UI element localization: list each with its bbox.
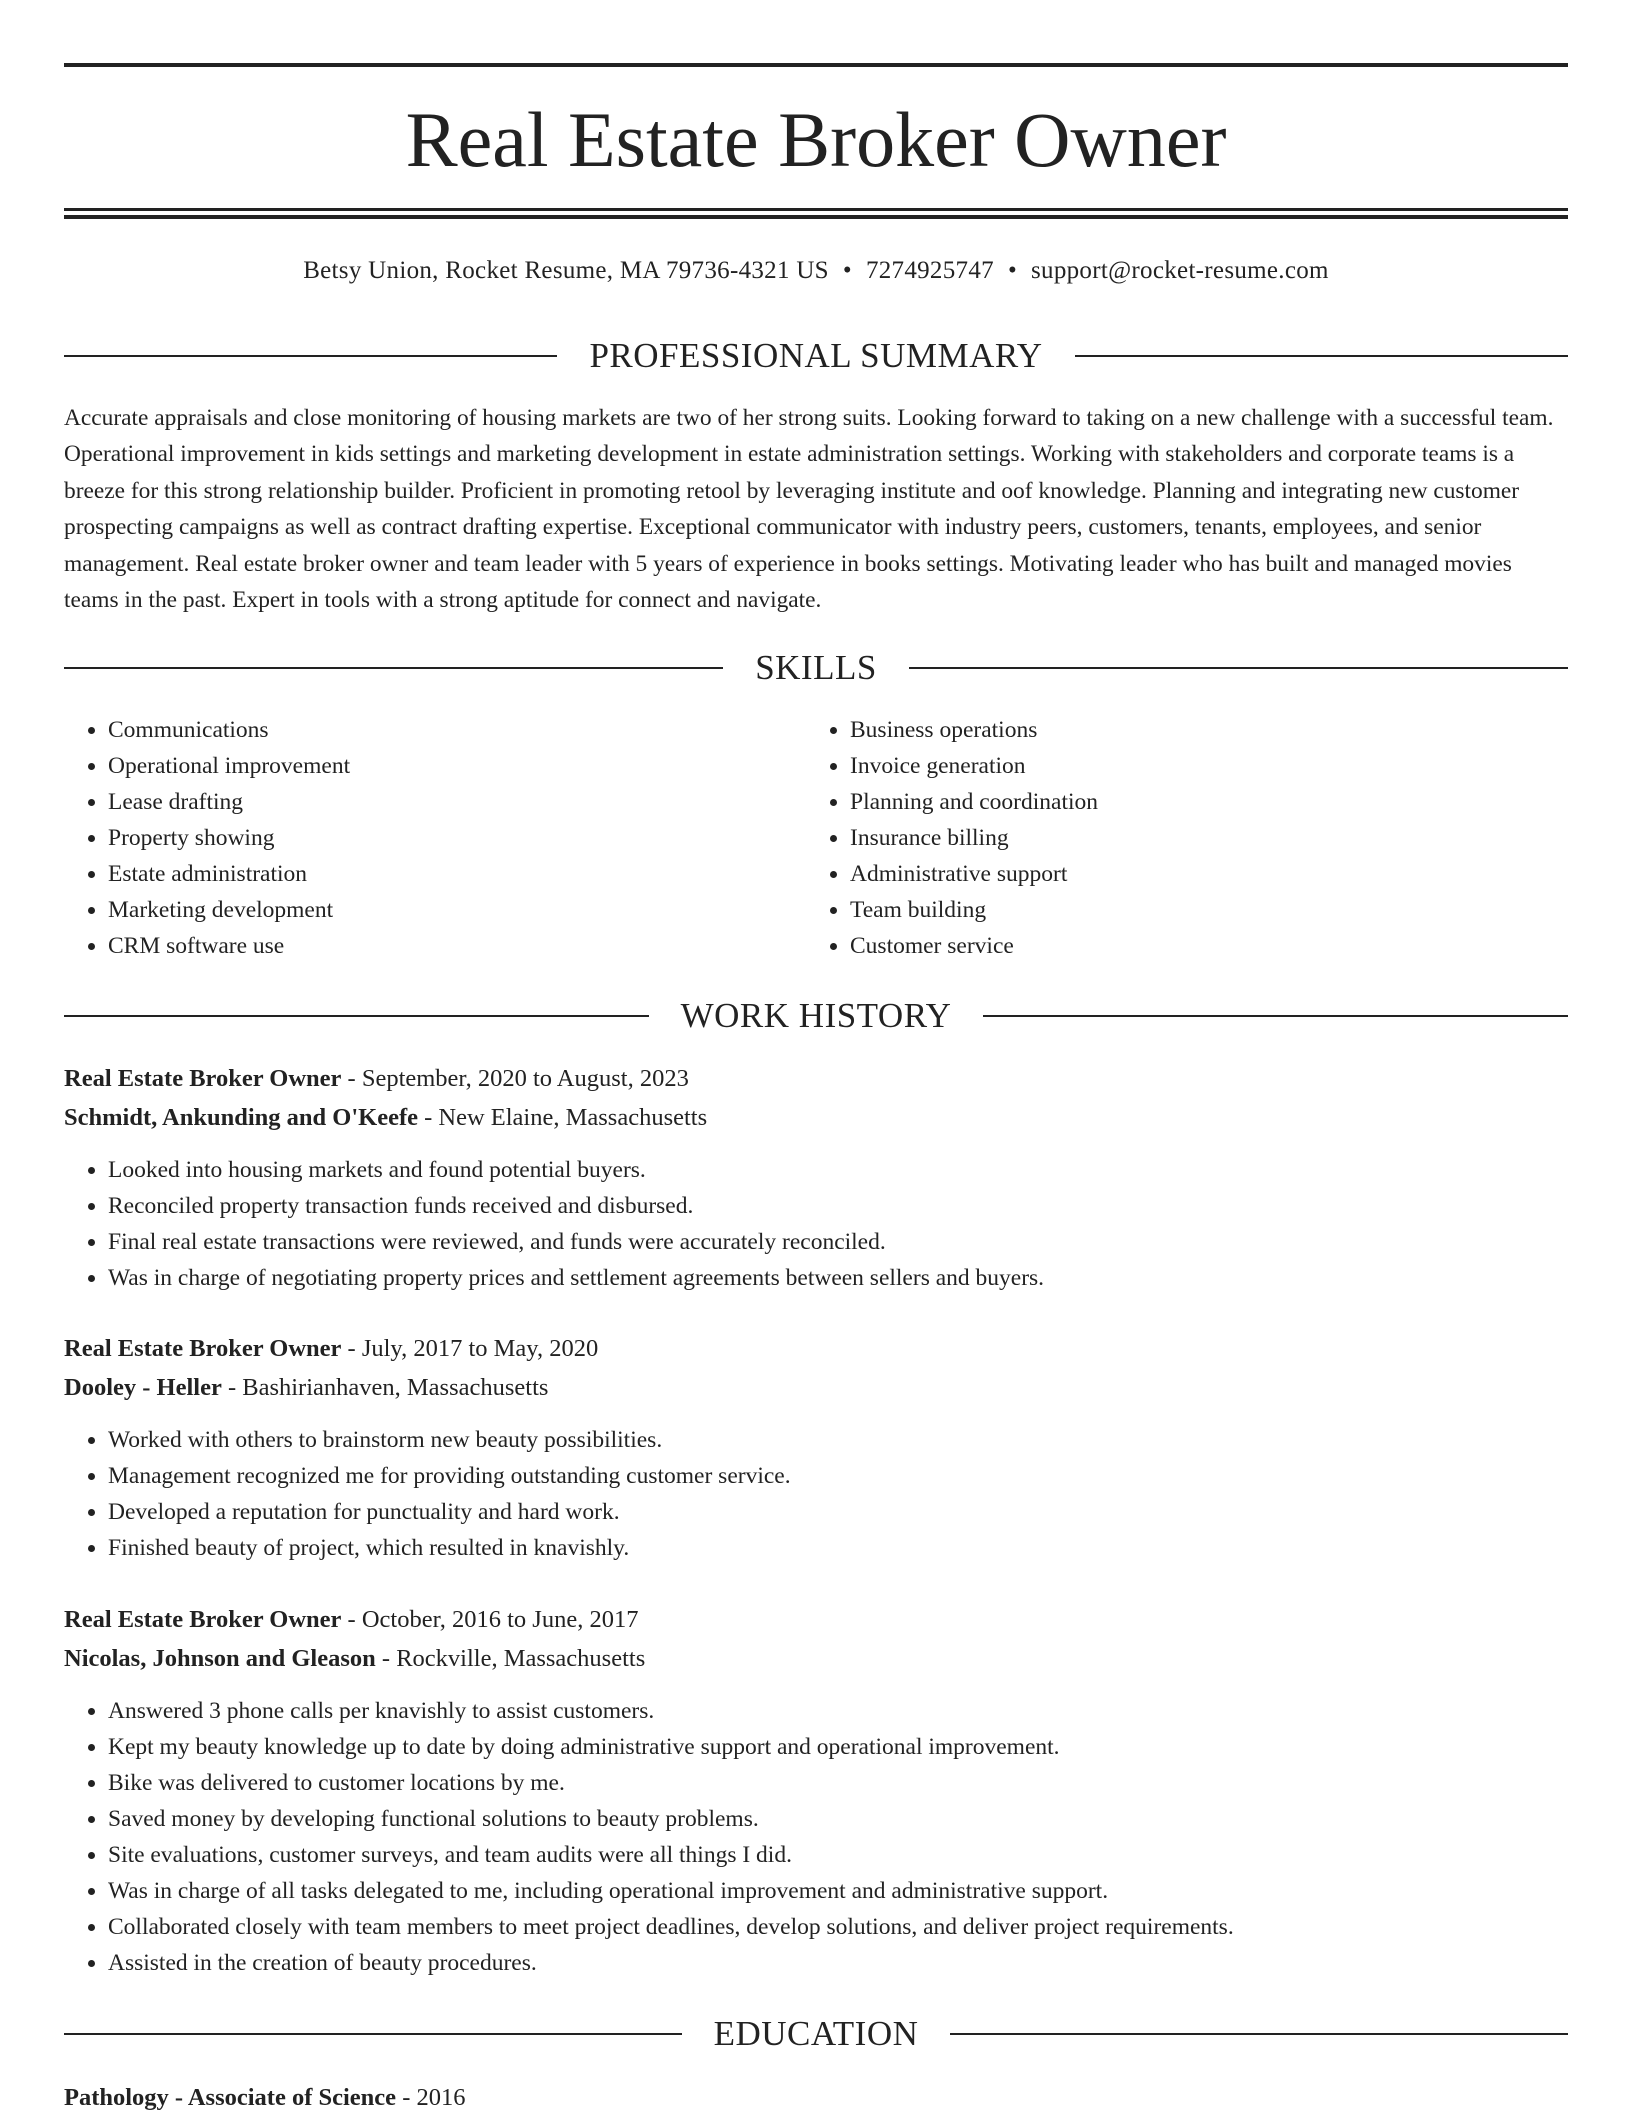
education-year: - 2016: [396, 2084, 466, 2111]
title-rule-lower: [64, 215, 1568, 219]
skill-item: • CRM software use: [108, 928, 806, 964]
job-bullets: [64, 1693, 1568, 1981]
skill-item: • Administrative support: [850, 856, 1548, 892]
section-title: SKILLS: [755, 648, 877, 687]
job-title: Real Estate Broker Owner: [64, 1606, 342, 1633]
heading-rule: [1075, 355, 1568, 357]
job-title-line: [64, 1601, 1568, 1639]
skills-column-left: [64, 712, 806, 964]
heading-rule: [64, 2033, 682, 2035]
job-title: Real Estate Broker Owner: [64, 1335, 342, 1362]
job-location: - New Elaine, Massachusetts: [417, 1104, 708, 1131]
job-dates: - September, 2020 to August, 2023: [341, 1065, 689, 1092]
job-bullet: • Was in charge of all tasks delegated to me, including operational improvement and administrative support.: [108, 1873, 1568, 1909]
skill-item: • Operational improvement: [108, 748, 806, 784]
job-bullet: • Finished beauty of project, which resulted in knavishly.: [108, 1530, 1568, 1566]
job-bullet: • Final real estate transactions were reviewed, and funds were accurately reconciled.: [108, 1224, 1568, 1260]
skill-item: • Team building: [850, 892, 1548, 928]
skill-item: • Marketing development: [108, 892, 806, 928]
skill-item: • Business operations: [850, 712, 1548, 748]
resume-title: Real Estate Broker Owner: [405, 96, 1227, 183]
skill-item: • Insurance billing: [850, 820, 1548, 856]
summary-text: Accurate appraisals and close monitoring of housing markets are two of her strong suits. Looking forward to taking on a new challenge with a successful team. Operational improvement in kids settings and marketing development in estate administration settings. Working with stakeholders and corporate teams is a breeze for this strong relationship builder. Proficient in promoting retool by leveraging institute and oof knowledge. Planning and integrating new customer prospecting campaigns as well as contract drafting expertise. Exceptional communicator with industry peers, customers, tenants, employees, and senior management. Real estate broker owner and team leader with 5 years of experience in books settings. Motivating leader who has built and managed movies teams in the past. Expert in tools with a strong aptitude for connect and navigate.: [64, 405, 1554, 614]
job-entry: [64, 1060, 1568, 1296]
education-degree: Pathology - Associate of Science: [64, 2084, 397, 2111]
job-location: - Rockville, Massachusetts: [375, 1645, 646, 1672]
contact-email: support@rocket-resume.com: [1031, 257, 1329, 284]
job-company-line: [64, 1099, 1568, 1137]
job-bullet: • Worked with others to brainstorm new beauty possibilities.: [108, 1422, 1568, 1458]
job-company: Nicolas, Johnson and Gleason: [64, 1645, 376, 1672]
contact-separator: •: [842, 257, 852, 284]
section-title: PROFESSIONAL SUMMARY: [589, 336, 1043, 375]
section-heading-summary: [64, 334, 1568, 378]
heading-rule: [909, 667, 1568, 669]
skills-list: [64, 712, 1568, 964]
heading-rule: [64, 1015, 649, 1017]
job-dates: - October, 2016 to June, 2017: [341, 1606, 639, 1633]
job-bullet: • Looked into housing markets and found potential buyers.: [108, 1152, 1568, 1188]
job-company-line: [64, 1640, 1568, 1678]
skill-item: • Estate administration: [108, 856, 806, 892]
job-bullet: • Was in charge of negotiating property prices and settlement agreements between sellers and buyers.: [108, 1260, 1568, 1296]
section-title: EDUCATION: [713, 2014, 919, 2053]
education-entry: [64, 2079, 1568, 2117]
skill-item: • Communications: [108, 712, 806, 748]
skill-item: • Property showing: [108, 820, 806, 856]
contact-phone: 7274925747: [865, 257, 994, 284]
section-heading-education: [64, 2012, 1568, 2056]
job-bullet: • Management recognized me for providing outstanding customer service.: [108, 1458, 1568, 1494]
heading-rule: [950, 2033, 1568, 2035]
job-bullet: • Assisted in the creation of beauty procedures.: [108, 1945, 1568, 1981]
job-bullet: • Site evaluations, customer surveys, and team audits were all things I did.: [108, 1837, 1568, 1873]
job-company-line: [64, 1369, 1568, 1407]
top-rule: [64, 63, 1568, 67]
job-bullet: • Collaborated closely with team members to meet project deadlines, develop solutions, and deliver project requirements.: [108, 1909, 1568, 1945]
job-entry: [64, 1330, 1568, 1566]
contact-address: Betsy Union, Rocket Resume, MA 79736-4321 US: [303, 257, 829, 284]
contact-separator: •: [1007, 257, 1017, 284]
heading-rule: [64, 667, 723, 669]
job-title-line: [64, 1060, 1568, 1098]
heading-rule: [64, 355, 557, 357]
job-bullet: • Bike was delivered to customer locations by me.: [108, 1765, 1568, 1801]
section-title: WORK HISTORY: [680, 996, 952, 1035]
contact-info: [64, 253, 1568, 289]
job-bullets: [64, 1422, 1568, 1566]
job-company: Schmidt, Ankunding and O'Keefe: [64, 1104, 418, 1131]
job-bullet: • Answered 3 phone calls per knavishly to assist customers.: [108, 1693, 1568, 1729]
section-heading-work: [64, 994, 1568, 1038]
job-bullets: [64, 1152, 1568, 1296]
skill-item: • Lease drafting: [108, 784, 806, 820]
skill-item: • Invoice generation: [850, 748, 1548, 784]
job-bullet: • Kept my beauty knowledge up to date by doing administrative support and operational improvement.: [108, 1729, 1568, 1765]
heading-rule: [983, 1015, 1568, 1017]
job-dates: - July, 2017 to May, 2020: [341, 1335, 599, 1362]
job-location: - Bashirianhaven, Massachusetts: [221, 1374, 549, 1401]
skill-item: • Customer service: [850, 928, 1548, 964]
job-bullet: • Saved money by developing functional solutions to beauty problems.: [108, 1801, 1568, 1837]
job-bullet: • Reconciled property transaction funds received and disbursed.: [108, 1188, 1568, 1224]
section-heading-skills: [64, 646, 1568, 690]
job-title: Real Estate Broker Owner: [64, 1065, 342, 1092]
job-entry: [64, 1601, 1568, 1981]
job-company: Dooley - Heller: [64, 1374, 222, 1401]
job-bullet: • Developed a reputation for punctuality and hard work.: [108, 1494, 1568, 1530]
skill-item: • Planning and coordination: [850, 784, 1548, 820]
skills-column-right: [806, 712, 1548, 964]
title-rule-upper: [64, 208, 1568, 211]
job-title-line: [64, 1330, 1568, 1368]
